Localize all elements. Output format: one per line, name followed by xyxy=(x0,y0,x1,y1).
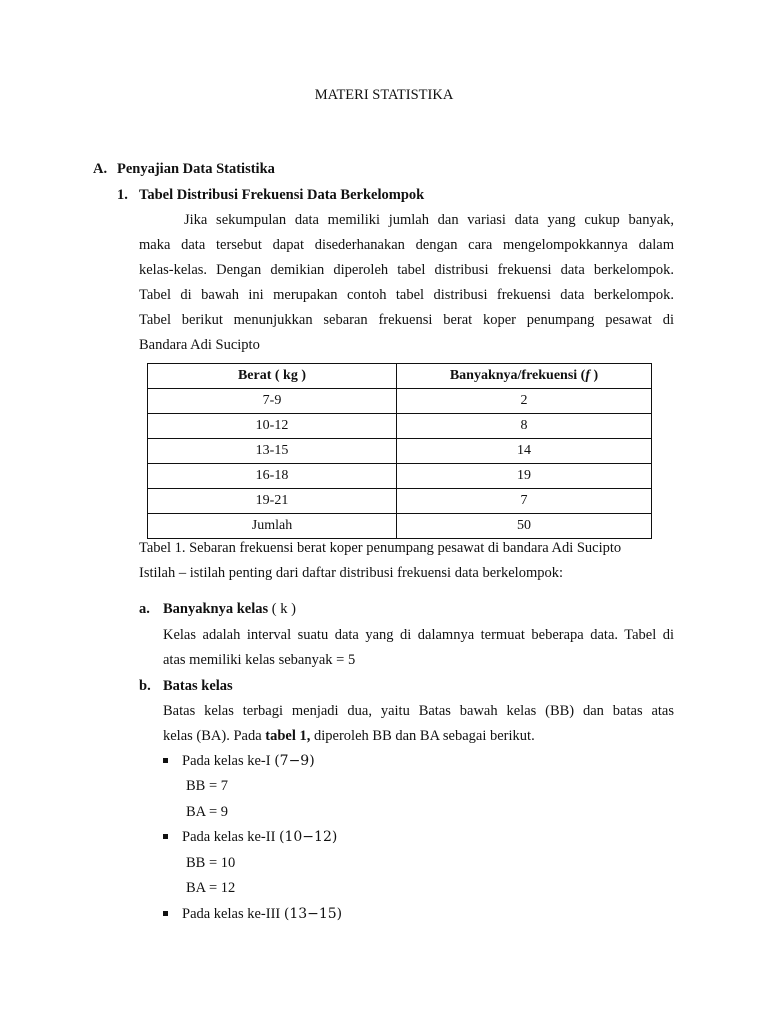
bullet-label: Pada kelas ke-I xyxy=(182,753,275,769)
table-total-row xyxy=(148,514,652,539)
cell-total-label: Jumlah xyxy=(148,514,397,539)
bullet-icon xyxy=(163,834,168,839)
section-1-heading: Tabel Distribusi Frekuensi Data Berkelompok xyxy=(139,187,425,203)
table-row xyxy=(148,439,652,464)
item-a-heading xyxy=(163,601,296,618)
intro-line: kelas-kelas. Dengan demikian diperoleh tabel distribusi frekuensi data berkelompok. xyxy=(139,262,674,278)
header-frekuensi-text: Banyaknya/frekuensi ( xyxy=(449,368,586,383)
item-b-line2-suffix: diperoleh BB dan BA sebagai berikut. xyxy=(310,728,535,744)
frequency-table xyxy=(147,363,652,539)
bullet-item xyxy=(163,829,337,846)
intro-line: Tabel di bawah ini merupakan contoh tabel distribusi frekuensi data berkelompok. xyxy=(139,287,674,303)
item-b-line2-bold: tabel 1, xyxy=(265,728,311,744)
intro-line: Bandara Adi Sucipto xyxy=(139,337,260,353)
header-berat: Berat ( kg ) xyxy=(148,364,397,389)
cell-freq: 14 xyxy=(397,439,652,464)
section-a-marker: A. xyxy=(93,161,108,177)
intro-paragraph xyxy=(139,208,674,358)
bb-value: BB = 10 xyxy=(186,855,236,871)
cell-range: 19-21 xyxy=(148,489,397,514)
bullet-math: (7−9) xyxy=(274,753,315,769)
item-a-paragraph xyxy=(163,623,674,673)
cell-range: 16-18 xyxy=(148,464,397,489)
bb-value: BB = 7 xyxy=(186,778,229,794)
item-b-line: Batas kelas terbagi menjadi dua, yaitu Batas bawah kelas (BB) dan batas atas xyxy=(163,703,674,719)
cell-range: 13-15 xyxy=(148,439,397,464)
bullet-icon xyxy=(163,758,168,763)
table-row xyxy=(148,464,652,489)
item-a-label-extra: ( k ) xyxy=(268,601,296,617)
item-b-marker: b. xyxy=(139,678,151,694)
cell-freq: 7 xyxy=(397,489,652,514)
table-row xyxy=(148,414,652,439)
bullet-label: Pada kelas ke-III xyxy=(182,906,284,922)
intro-line: Tabel berikut menunjukkan sebaran frekuensi berat koper penumpang pesawat di xyxy=(139,312,674,328)
bullet-icon xyxy=(163,911,168,916)
table-caption: Tabel 1. Sebaran frekuensi berat koper penumpang pesawat di bandara Adi Sucipto xyxy=(139,540,622,556)
item-b-paragraph xyxy=(163,699,674,749)
istilah-text: Istilah – istilah penting dari daftar distribusi frekuensi data berkelompok: xyxy=(139,565,564,581)
bullet-item xyxy=(163,906,342,923)
section-a-heading: Penyajian Data Statistika xyxy=(117,161,275,177)
bullet-math: (13−15) xyxy=(283,906,343,922)
item-a-marker: a. xyxy=(139,601,150,617)
cell-range: 10-12 xyxy=(148,414,397,439)
table-row xyxy=(148,489,652,514)
header-frekuensi-close: ) xyxy=(590,368,599,383)
item-a-label: Banyaknya kelas xyxy=(163,601,269,617)
item-a-line: atas memiliki kelas sebanyak = 5 xyxy=(163,652,356,668)
item-b-line xyxy=(163,724,674,749)
bullet-label: Pada kelas ke-II xyxy=(182,829,280,845)
header-frekuensi-var: f xyxy=(585,368,590,383)
cell-freq: 2 xyxy=(397,389,652,414)
table-header-row xyxy=(148,364,652,389)
cell-total-value: 50 xyxy=(397,514,652,539)
bullet-math: (10−12) xyxy=(279,829,338,845)
cell-freq: 19 xyxy=(397,464,652,489)
page-title: MATERI STATISTIKA xyxy=(314,87,454,103)
bullet-item xyxy=(163,753,315,770)
item-b-heading: Batas kelas xyxy=(163,678,233,694)
ba-value: BA = 9 xyxy=(186,804,229,820)
intro-line: maka data tersebut dapat disederhanakan dengan cara mengelompokkannya dalam xyxy=(139,237,674,253)
item-a-line: Kelas adalah interval suatu data yang di dalamnya termuat beberapa data. Tabel di xyxy=(163,627,674,643)
item-b-line2-prefix: kelas (BA). Pada xyxy=(163,728,266,744)
header-frekuensi xyxy=(397,364,652,389)
intro-line: Jika sekumpulan data memiliki jumlah dan variasi data yang cukup banyak, xyxy=(184,212,674,228)
ba-value: BA = 12 xyxy=(186,880,236,896)
section-1-marker: 1. xyxy=(117,187,128,203)
cell-range: 7-9 xyxy=(148,389,397,414)
cell-freq: 8 xyxy=(397,414,652,439)
table-row xyxy=(148,389,652,414)
